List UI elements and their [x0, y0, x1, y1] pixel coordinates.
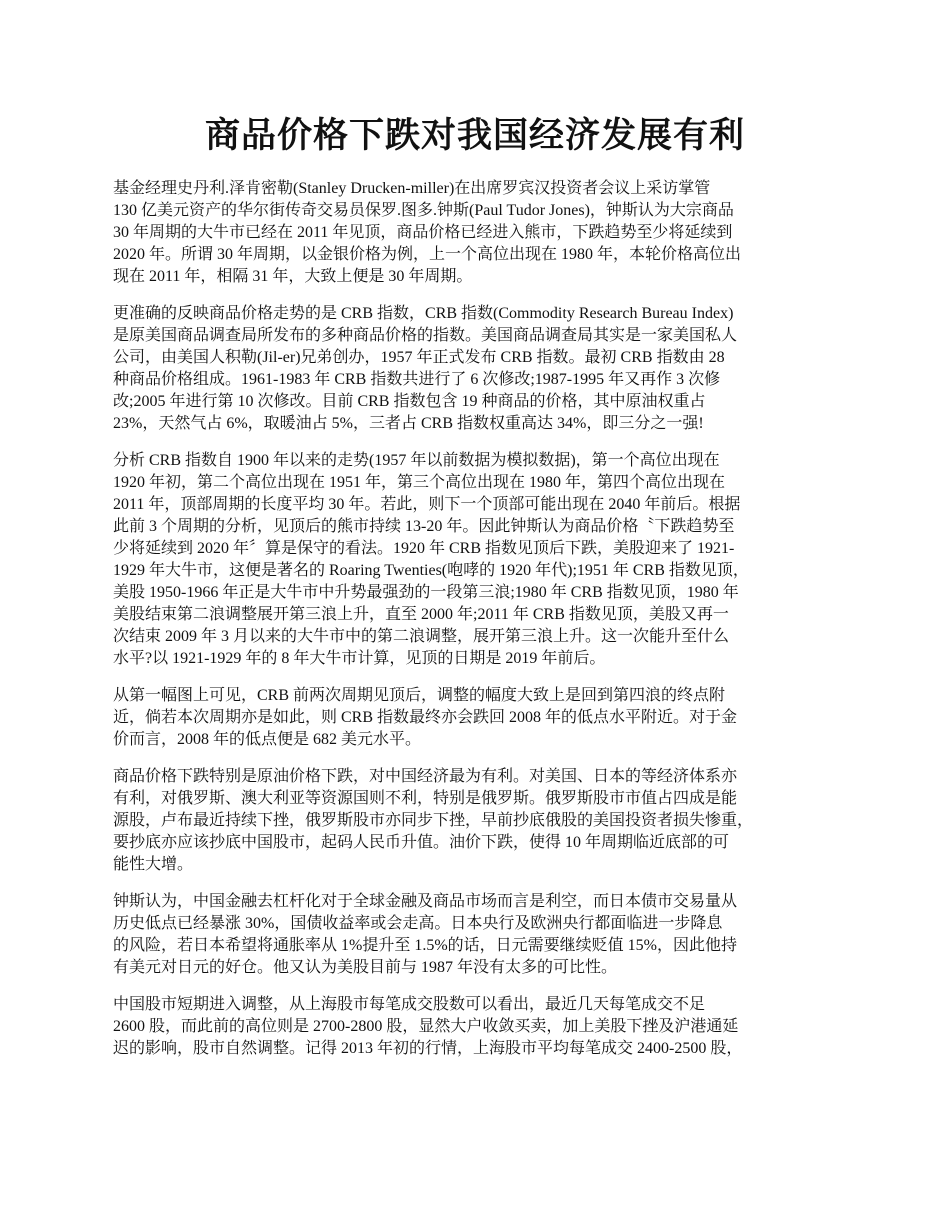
- text-line: 23%，天然气占 6%，取暖油占 5%，三者占 CRB 指数权重高达 34%，即三分之一强!: [113, 415, 704, 432]
- text-line: 有美元对日元的好仓。他又认为美股目前与 1987 年没有太多的可比性。: [113, 959, 618, 976]
- text-line: 要抄底亦应该抄底中国股市，起码人民币升值。油价下跌，使得 10 年周期临近底部的可: [113, 834, 730, 851]
- text-line: 从第一幅图上可见，CRB 前两次周期见顶后，调整的幅度大致上是回到第四浪的终点附: [113, 687, 726, 704]
- paragraph: [113, 450, 843, 670]
- text-line: 公司，由美国人积勒(Jil-er)兄弟创办，1957 年正式发布 CRB 指数。最初 CRB 指数由 28: [113, 349, 725, 366]
- text-line: 分析 CRB 指数自 1900 年以来的走势(1957 年以前数据为模拟数据)，第一个高位出现在: [113, 452, 720, 469]
- text-line: 商品价格下跌特别是原油价格下跌，对中国经济最为有利。对美国、日本的等经济体系亦: [113, 768, 738, 785]
- text-line: 2020 年。所谓 30 年周期，以金银价格为例，上一个高位出现在 1980 年，本轮价格高位出: [113, 246, 742, 263]
- text-line: 的风险，若日本希望将通胀率从 1%提升至 1.5%的话，日元需要继续贬值 15%，因此他持: [113, 937, 737, 954]
- text-line: 少将延续到 2020 年〞算是保守的看法。1920 年 CRB 指数见顶后下跌，美股迎来了 1921-: [113, 540, 735, 557]
- text-line: 美股 1950-1966 年正是大牛市中升势最强劲的一段第三浪;1980 年 CRB 指数见顶，1980 年: [113, 584, 739, 601]
- text-line: 钟斯认为，中国金融去杠杆化对于全球金融及商品市场而言是利空，而日本债市交易量从: [113, 893, 738, 910]
- text-line: 水平?以 1921-1929 年的 8 年大牛市计算，见顶的日期是 2019 年前后。: [113, 650, 606, 667]
- text-line: 近，倘若本次周期亦是如此，则 CRB 指数最终亦会跌回 2008 年的低点水平附近。对于金: [113, 709, 738, 726]
- text-line: 1920 年初，第二个高位出现在 1951 年，第三个高位出现在 1980 年，第四个高位出现在: [113, 474, 726, 491]
- text-line: 现在 2011 年，相隔 31 年，大致上便是 30 年周期。: [113, 268, 473, 285]
- text-line: 源股，卢布最近持续下挫，俄罗斯股市亦同步下挫，早前抄底俄股的美国投资者损失惨重，: [113, 812, 754, 829]
- paragraph: [113, 891, 843, 979]
- document-body: [113, 178, 843, 1075]
- text-line: 1929 年大牛市，这便是著名的 Roaring Twenties(咆哮的 1920 年代);1951 年 CRB 指数见顶，: [113, 562, 749, 579]
- text-line: 2011 年，顶部周期的长度平均 30 年。若此，则下一个顶部可能出现在 2040 年前后。根据: [113, 496, 741, 513]
- text-line: 历史低点已经暴涨 30%，国债收益率或会走高。日本央行及欧洲央行都面临进一步降息: [113, 915, 723, 932]
- text-line: 130 亿美元资产的华尔街传奇交易员保罗.图多.钟斯(Paul Tudor Jones)，钟斯认为大宗商品: [113, 202, 734, 219]
- text-line: 次结束 2009 年 3 月以来的大牛市中的第二浪调整，展开第三浪上升。这一次能升至什么: [113, 628, 730, 645]
- text-line: 有利，对俄罗斯、澳大利亚等资源国则不利，特别是俄罗斯。俄罗斯股市市值占四成是能: [113, 790, 738, 807]
- text-line: 改;2005 年进行第 10 次修改。目前 CRB 指数包含 19 种商品的价格，其中原油权重占: [113, 393, 706, 410]
- text-line: 美股结束第二浪调整展开第三浪上升，直至 2000 年;2011 年 CRB 指数见顶，美股又再一: [113, 606, 729, 623]
- text-line: 种商品价格组成。1961-1983 年 CRB 指数共进行了 6 次修改;1987-1995 年又再作 3 次修: [113, 371, 721, 388]
- text-line: 30 年周期的大牛市已经在 2011 年见顶，商品价格已经进入熊市，下跌趋势至少将延续到: [113, 224, 733, 241]
- paragraph: [113, 685, 843, 751]
- text-line: 价而言，2008 年的低点便是 682 美元水平。: [113, 731, 422, 748]
- text-line: 中国股市短期进入调整，从上海股市每笔成交股数可以看出，最近几天每笔成交不足: [113, 996, 706, 1013]
- paragraph: [113, 994, 843, 1060]
- text-line: 基金经理史丹利.泽肯密勒(Stanley Drucken-miller)在出席罗宾汉投资者会议上采访掌管: [113, 180, 711, 197]
- text-line: 是原美国商品调查局所发布的多种商品价格的指数。美国商品调查局其实是一家美国私人: [113, 327, 738, 344]
- text-line: 更准确的反映商品价格走势的是 CRB 指数，CRB 指数(Commodity Research Bureau Index): [113, 305, 734, 322]
- text-line: 迟的影响，股市自然调整。记得 2013 年初的行情，上海股市平均每笔成交 2400-2500 股，: [113, 1040, 743, 1057]
- document-title: 商品价格下跌对我国经济发展有利: [204, 116, 745, 156]
- text-line: 此前 3 个周期的分析，见顶后的熊市持续 13-20 年。因此钟斯认为商品价格〝下跌趋势至: [113, 518, 735, 535]
- text-line: 能性大增。: [113, 856, 194, 873]
- paragraph: [113, 766, 843, 876]
- paragraph: [113, 303, 843, 435]
- paragraph: [113, 178, 843, 288]
- text-line: 2600 股，而此前的高位则是 2700-2800 股，显然大户收敛买卖，加上美股下挫及沪港通延: [113, 1018, 739, 1035]
